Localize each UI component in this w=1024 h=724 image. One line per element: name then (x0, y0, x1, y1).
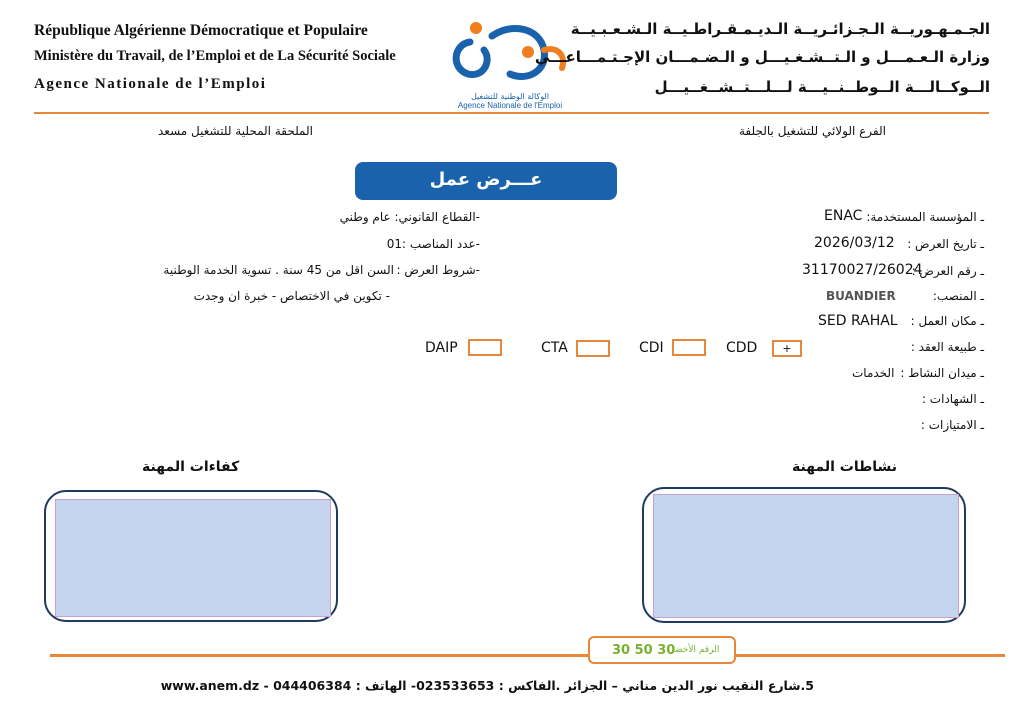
regional-branch: الفرع الولائي للتشغيل بالجلفة (739, 124, 886, 138)
offer-title: عـــرض عمل (429, 169, 543, 190)
header-fr-line3: Agence Nationale de l’Emploi (34, 76, 267, 92)
footer-line-right (735, 654, 1005, 657)
contract-cta-label: CTA (541, 340, 568, 356)
contract-cdi-label: CDI (639, 340, 664, 356)
header-ar-line2: وزارة الـعـمـــل و الـتــشـغـيـــل و الـضـمـــان الإجـتـمـــاعـــي (534, 48, 990, 66)
activities-panel-content (653, 494, 959, 618)
footer-address: 5.شارع النقيب نور الدين مناني – الجزائر .الفاكس : 023533653- الهاتف : 044406384 - www.anem.dz (160, 678, 814, 693)
sector-value: الخدمات (852, 366, 895, 380)
positions-count: -عدد المناصب :01 (386, 237, 480, 251)
header-fr-line1: République Algérienne Démocratique et Populaire (34, 22, 368, 39)
green-number-label: الرقم الأخضر (670, 645, 720, 655)
contract-daip-label: DAIP (425, 340, 458, 356)
header-ar-line1: الجـمـهـوريــة الـجـزائـريــة الـديـمـقـراطـيــة الـشـعـبـيــة (570, 20, 990, 38)
date-label: ـ تاريخ العرض : (907, 237, 984, 251)
conditions-label: -شروط العرض : (396, 263, 480, 277)
conditions-value: السن اقل من 45 سنة . تسوية الخدمة الوطنية (163, 263, 394, 277)
activities-panel (642, 487, 966, 623)
sector-label: ـ ميدان النشاط : (900, 366, 984, 380)
activities-title: نشاطات المهنة (792, 459, 898, 475)
offer-number-label: ـ رقم العرض : (911, 264, 984, 278)
employer-value: ENAC (824, 208, 863, 224)
contract-cdd-label: CDD (726, 340, 758, 356)
contract-daip-checkbox[interactable] (468, 339, 502, 356)
employer-label: ـ المؤسسة المستخدمة: (866, 210, 984, 224)
contract-label: ـ طبيعة العقد : (910, 340, 984, 354)
local-branch: الملحقة المحلية للتشغيل مسعد (158, 124, 313, 138)
skills-title: كفاءات المهنة (142, 459, 240, 475)
location-label: ـ مكان العمل : (910, 314, 984, 328)
contract-cdd-checkbox[interactable] (772, 340, 802, 357)
position-value: BUANDIER (826, 289, 896, 303)
diplomas-label: ـ الشهادات : (921, 392, 984, 406)
contract-cdi-checkbox[interactable] (672, 339, 706, 356)
offer-number-value: 31170027/26024 (802, 262, 923, 278)
skills-panel (44, 490, 338, 622)
privileges-label: ـ الامتيازات : (920, 418, 984, 432)
logo-fr-text: Agence Nationale de l'Emploi (457, 101, 563, 110)
footer-line-left (50, 654, 590, 657)
contract-cdd-mark: + (782, 342, 792, 355)
date-value: 2026/03/12 (814, 235, 895, 251)
header-fr-line2: Ministère du Travail, de l’Emploi et de La Sécurité Sociale (34, 48, 396, 64)
header-ar-line3: الــوكــالـــة الــوطــنــيـــة لـــلـــتــشــغــيـــل (654, 78, 990, 96)
training-requirements: - تكوين في الاختصاص - خبرة ان وجدت (193, 289, 390, 303)
header-divider (34, 112, 989, 114)
position-label: ـ المنصب: (932, 289, 984, 303)
location-value: SED RAHAL (818, 313, 898, 329)
skills-panel-content (55, 499, 331, 617)
legal-sector: -القطاع القانوني: عام وطني (339, 210, 480, 224)
logo-ar-text: الوكالة الوطنية للتشغيل (470, 92, 550, 101)
contract-cta-checkbox[interactable] (576, 340, 610, 357)
green-number-value: 30 50 30 (612, 643, 676, 658)
